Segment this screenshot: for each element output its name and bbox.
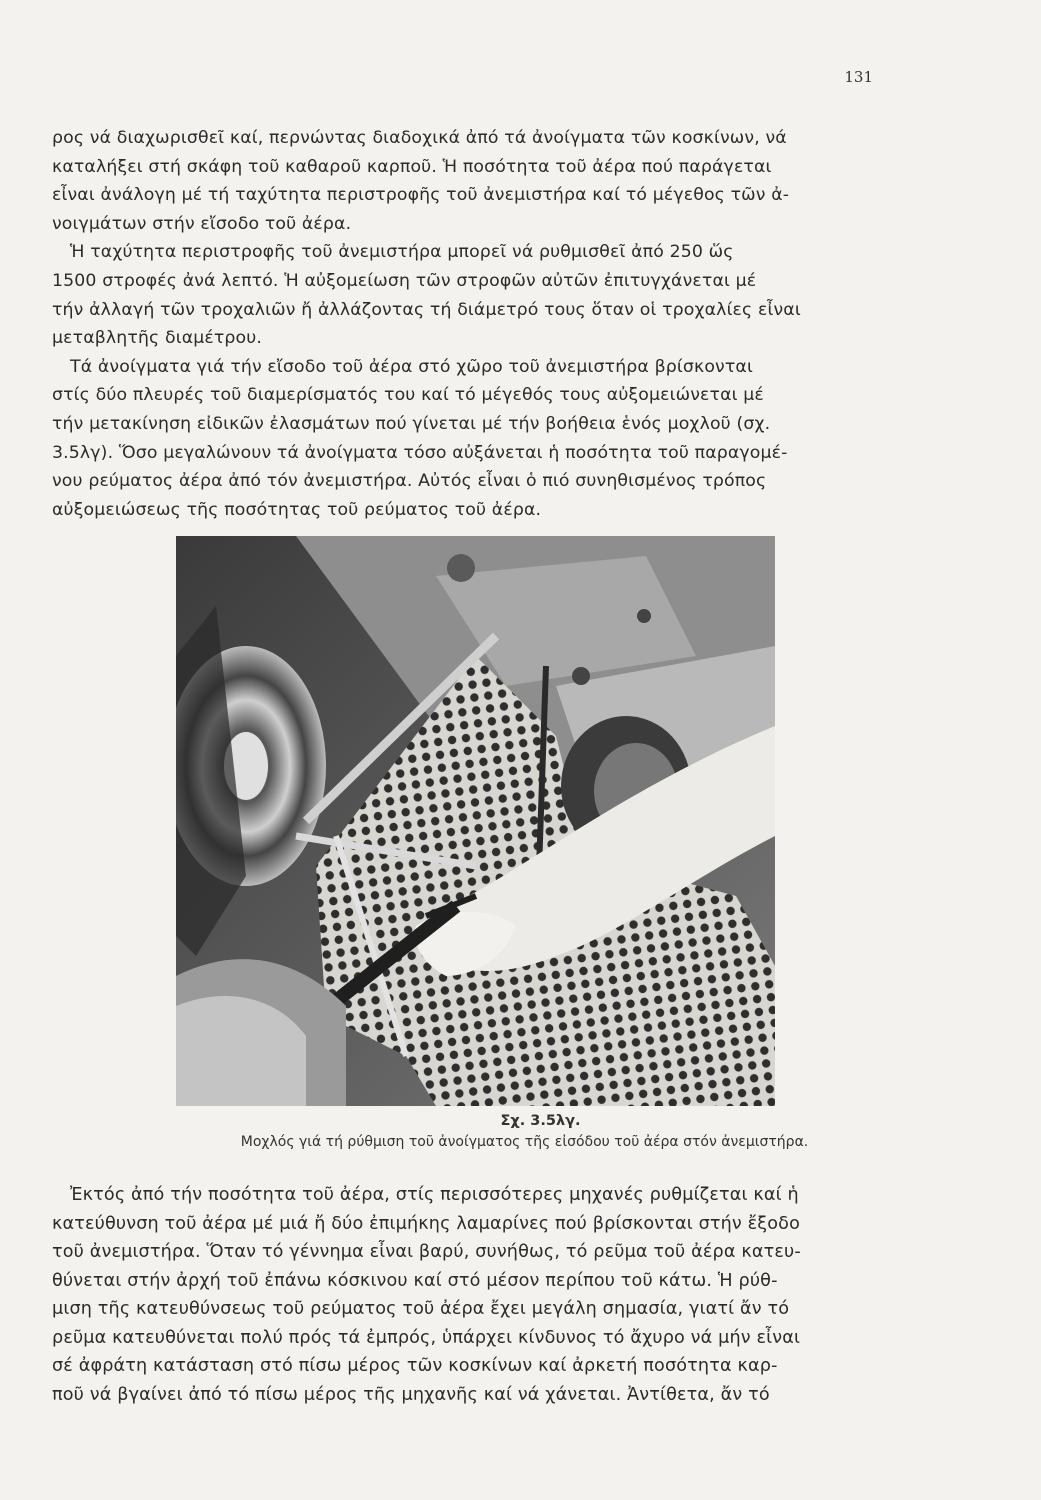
body-text-bottom [52,1181,892,1409]
figure-label: Σχ. 3.5λγ. [500,1113,581,1129]
text-line: αὐξομειώσεως τῆς ποσότητας τοῦ ρεύματος τοῦ ἀέρα. [52,499,542,520]
text-line: θύνεται στήν ἀρχή τοῦ ἐπάνω κόσκινου καί στό μέσον περίπου τοῦ κάτω. Ἡ ρύθ- [52,1270,778,1291]
text-line: τήν ἀλλαγή τῶν τροχαλιῶν ἤ ἀλλάζοντας τή διάμετρό τους ὅταν οἱ τροχαλίες εἶναι [52,299,801,320]
text-line: σέ ἀφράτη κατάσταση στό πίσω μέρος τῶν κοσκίνων καί ἀρκετή ποσότητα καρ- [52,1356,778,1376]
text-line: τήν μετακίνηση εἰδικῶν ἐλασμάτων πού γίνεται μέ τήν βοήθεια ἑνός μοχλοῦ (σχ. [52,413,771,434]
text-line: καταλήξει στή σκάφη τοῦ καθαροῦ καρποῦ. Ἡ ποσότητα τοῦ ἀέρα πού παράγεται [52,156,772,177]
text-line: εἶναι ἀνάλογη μέ τή ταχύτητα περιστροφῆς τοῦ ἀνεμιστήρα καί τό μέγεθος τῶν ἀ- [52,185,790,206]
text-line: μιση τῆς κατευθύνσεως τοῦ ρεύματος τοῦ ἀέρα ἔχει μεγάλη σημασία, γιατί ἄν τό [52,1299,790,1319]
text-line: 3.5λγ). Ὅσο μεγαλώνουν τά ἀνοίγματα τόσο αὐξάνεται ἡ ποσότητα τοῦ παραγομέ- [52,442,788,463]
text-line: κατεύθυνση τοῦ ἀέρα μέ μιά ἤ δύο ἐπιμήκης λαμαρίνες πού βρίσκονται στήν ἔξοδο [52,1213,801,1234]
fan-lever-photo [176,536,775,1106]
text-line: ρεῦμα κατευθύνεται πολύ πρός τά ἐμπρός, ὑπάρχει κίνδυνος τό ἄχυρο νά μήν εἶναι [52,1327,801,1348]
text-line: ρος νά διαχωρισθεῖ καί, περνώντας διαδοχικά ἀπό τά ἀνοίγματα τῶν κοσκίνων, νά [52,128,787,148]
text-line: νοιγμάτων στήν εἴσοδο τοῦ ἀέρα. [52,213,352,234]
text-line: Τά ἀνοίγματα γιά τήν εἴσοδο τοῦ ἀέρα στό χῶρο τοῦ ἀνεμιστήρα βρίσκονται [70,356,753,377]
text-line: νου ρεύματος ἀέρα ἀπό τόν ἀνεμιστήρα. Αὐτός εἶναι ὁ πιό συνηθισμένος τρόπος [52,471,767,492]
figure-caption: Μοχλός γιά τή ρύθμιση τοῦ ἀνοίγματος τῆς εἰσόδου τοῦ ἀέρα στόν ἀνεμιστήρα. [240,1134,809,1150]
text-line: στίς δύο πλευρές τοῦ διαμερίσματός του καί τό μέγεθός τους αὐξομειώνεται μέ [52,385,764,406]
page-number: 131 [844,68,873,86]
text-line: μεταβλητῆς διαμέτρου. [52,328,263,349]
body-text-top [52,124,892,524]
text-line: ποῦ νά βγαίνει ἀπό τό πίσω μέρος τῆς μηχανῆς καί νά χάνεται. Ἀντίθετα, ἄν τό [52,1384,770,1405]
text-line: 1500 στροφές ἀνά λεπτό. Ἡ αὐξομείωση τῶν στροφῶν αὐτῶν ἐπιτυγχάνεται μέ [52,270,757,291]
figure-photo [176,536,775,1106]
text-line: Ἡ ταχύτητα περιστροφῆς τοῦ ἀνεμιστήρα μπορεῖ νά ρυθμισθεῖ ἀπό 250 ὥς [70,242,734,263]
text-line: Ἐκτός ἀπό τήν ποσότητα τοῦ ἀέρα, στίς περισσότερες μηχανές ρυθμίζεται καί ἡ [70,1185,799,1205]
text-line: τοῦ ἀνεμιστήρα. Ὅταν τό γέννημα εἶναι βαρύ, συνήθως, τό ρεῦμα τοῦ ἀέρα κατευ- [52,1242,801,1262]
